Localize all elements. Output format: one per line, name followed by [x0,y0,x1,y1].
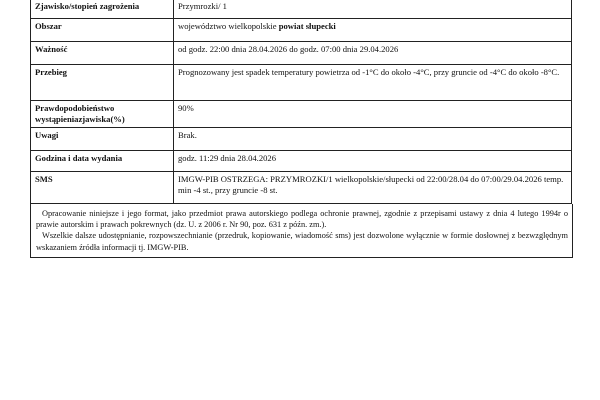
table-row [31,65,572,101]
row-label-phenomenon: Zjawisko/stopień zagrożenia [31,0,174,19]
warning-table [30,0,572,204]
row-value-probability: 90% [174,101,572,128]
probability-label-line1: Prawdopodobieństwo [35,103,115,113]
table-row [31,19,572,42]
table-row [31,101,572,128]
table-row [31,42,572,65]
warning-document [30,0,572,258]
copyright-paragraph: Opracowanie niniejsze i jego format, jako przedmiot prawa autorskiego podlega ochronie prawnej, zgodnie z przepisami ustawy z dnia 4 lutego 1994r o prawie autorskim i prawach pokrewnych (dz. U. z 2006 r. Nr 90, poz. 631 z późn. zm.). [36,209,568,230]
row-value-course: Prognozowany jest spadek temperatury powietrza od -1°C do około -4°C, przy gruncie od -4°C do około -8°C. [174,65,572,101]
row-value-remarks: Brak. [174,128,572,151]
row-label-remarks: Uwagi [31,128,174,151]
row-label-sms: SMS [31,172,174,204]
table-row [31,151,572,172]
row-label-probability [31,101,174,128]
row-label-area: Obszar [31,19,174,42]
row-value-phenomenon: Przymrozki/ 1 [174,0,572,19]
row-value-validity: od godz. 22:00 dnia 28.04.2026 do godz. 07:00 dnia 29.04.2026 [174,42,572,65]
probability-label-line2: wystąpieniazjawiska(%) [35,113,125,124]
area-county-text: powiat słupecki [278,21,336,31]
redistribution-paragraph: Wszelkie dalsze udostępnianie, rozpowszechnianie (przedruk, kopiowanie, wiadomość sms) jest dozwolone wyłącznie w formie dosłownej z bezwzględnym wskazaniem źródła informacji tj. IMGW-PIB. [36,231,568,252]
row-value-area [174,19,572,42]
row-value-sms: IMGW-PIB OSTRZEGA: PRZYMROZKI/1 wielkopolskie/słupecki od 22:00/28.04 do 07:00/29.04.2026 temp. min -4 st., przy gruncie -8 st. [174,172,572,204]
copyright-notice [30,204,573,258]
row-value-issued: godz. 11:29 dnia 28.04.2026 [174,151,572,172]
table-row [31,0,572,19]
table-row [31,128,572,151]
row-label-course: Przebieg [31,65,174,101]
row-label-issued: Godzina i data wydania [31,151,174,172]
table-row [31,172,572,204]
row-label-validity: Ważność [31,42,174,65]
area-region-text: województwo wielkopolskie [178,21,279,31]
